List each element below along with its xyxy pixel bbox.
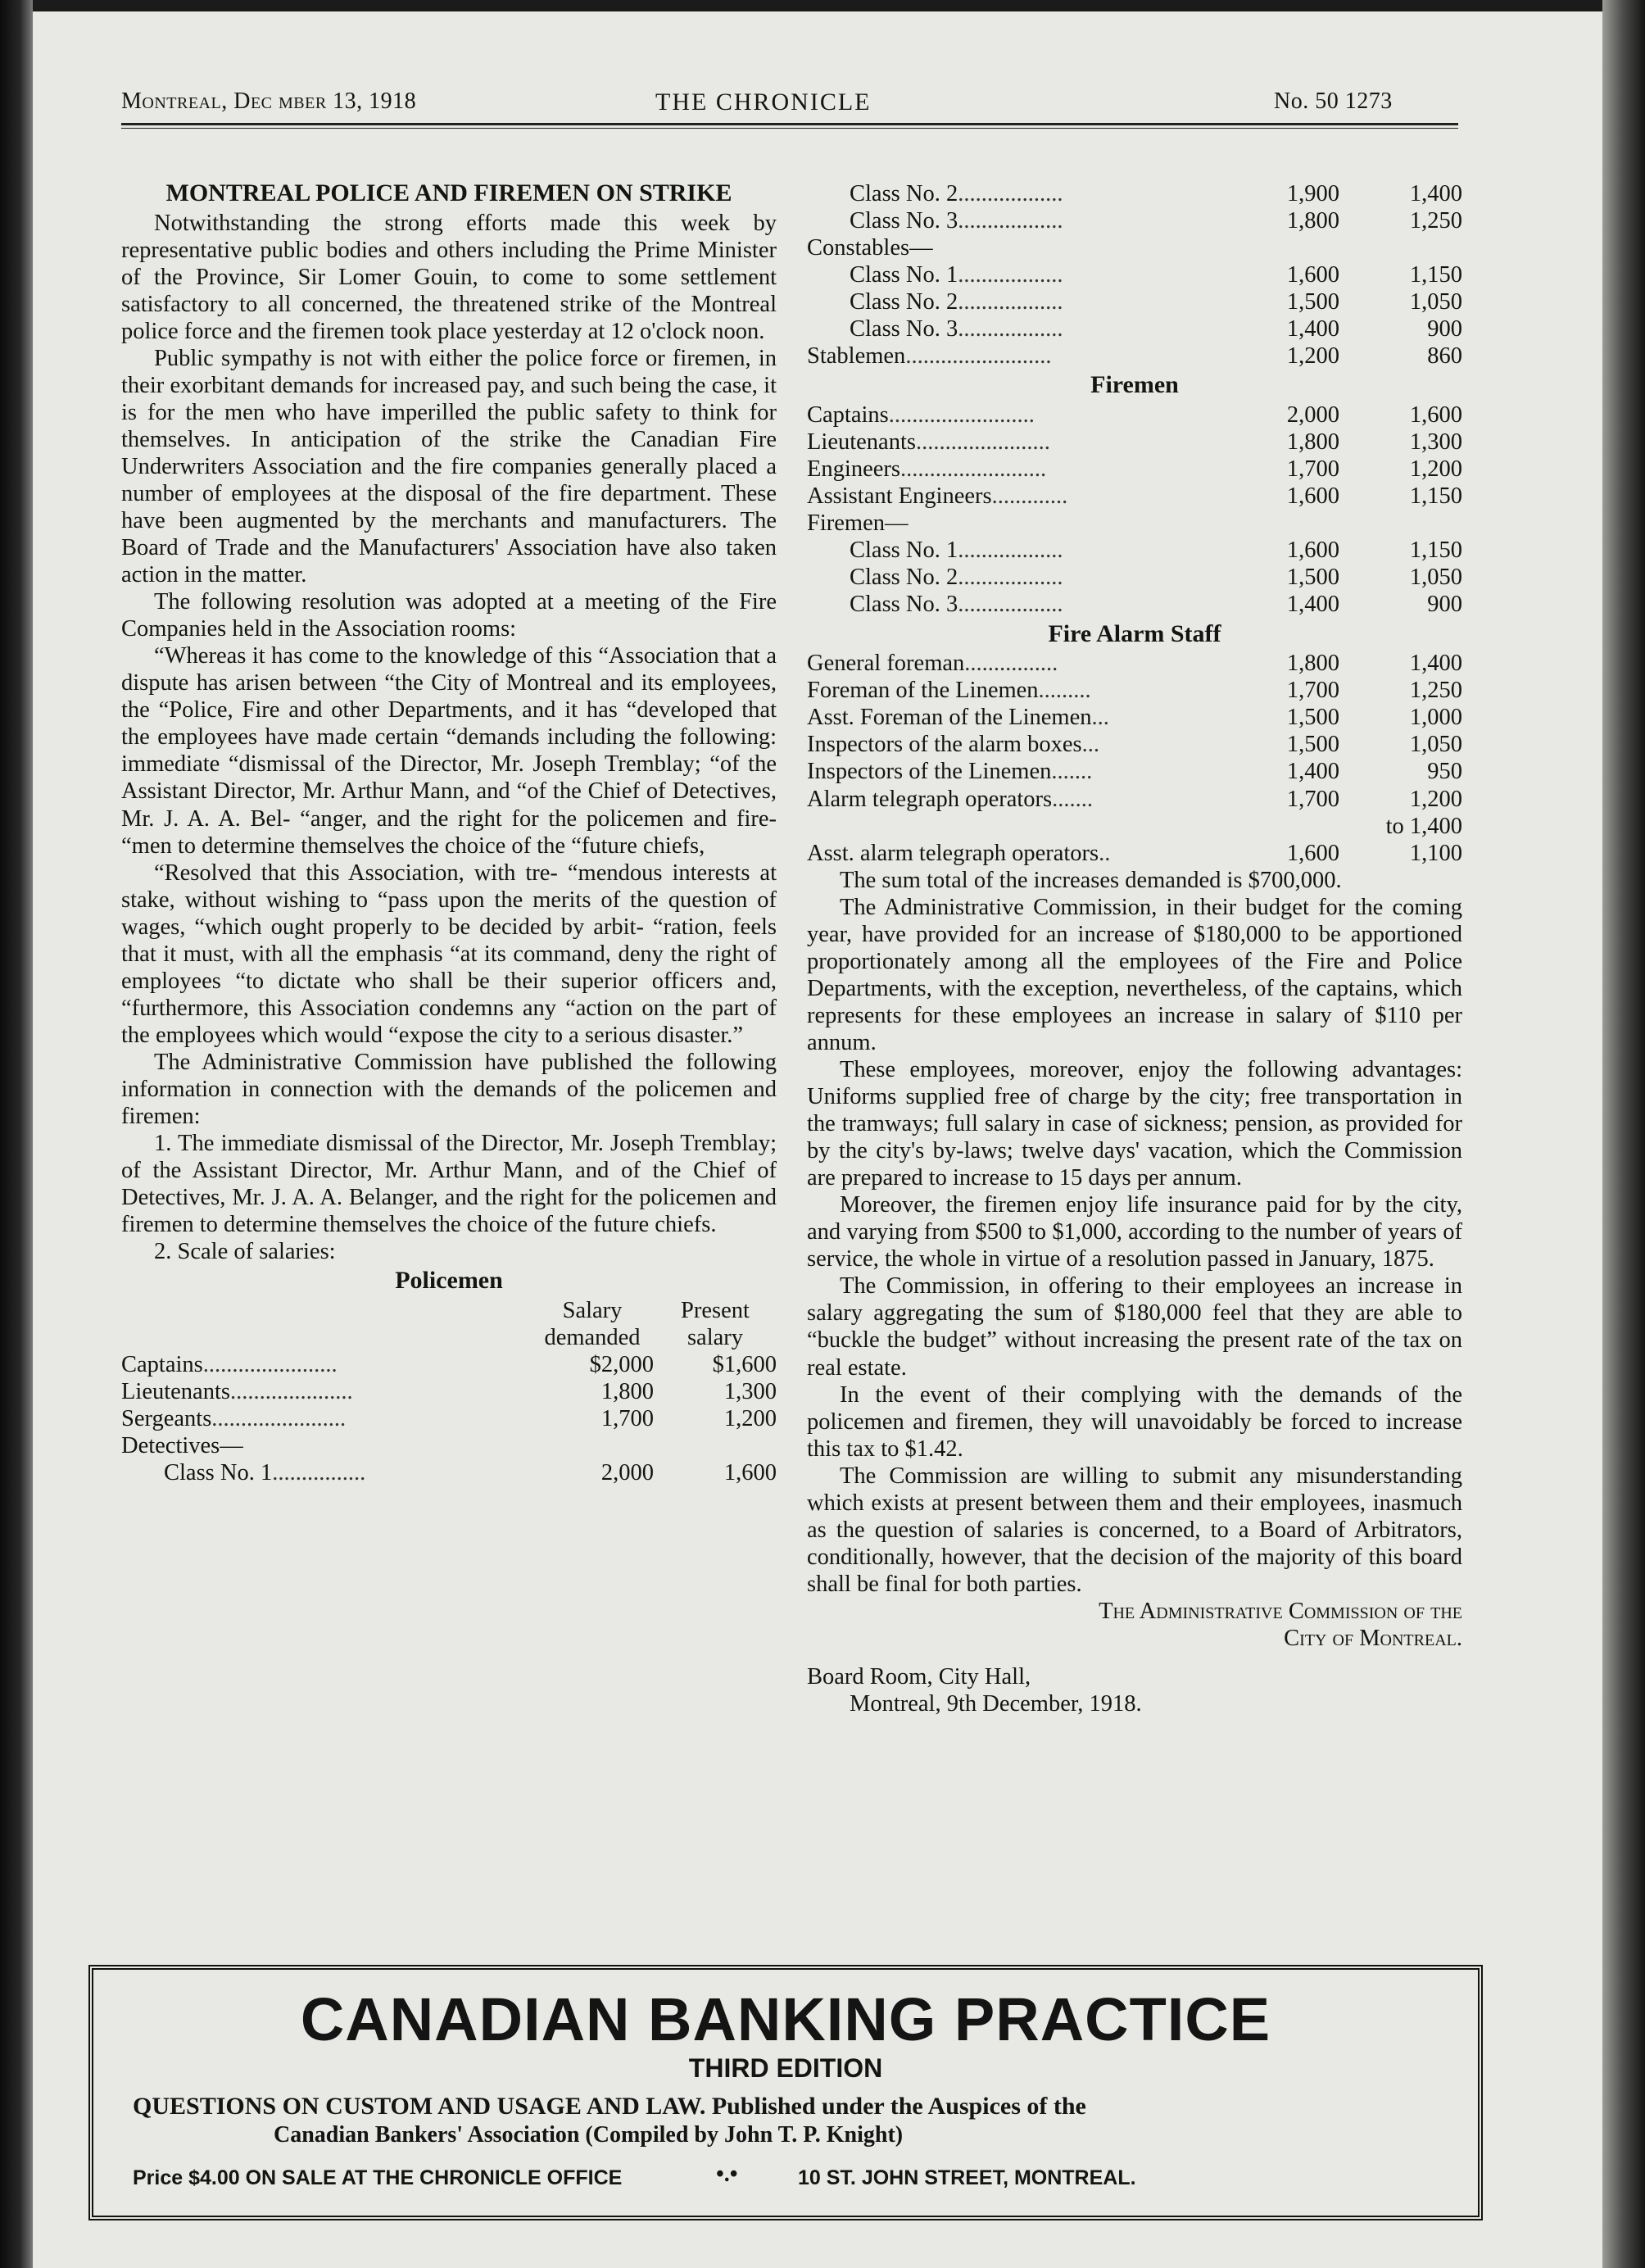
column-header-demanded: Salary demanded — [544, 1298, 641, 1351]
table-row: Alarm telegraph operators....... 1,700 1,200 — [807, 786, 1462, 812]
scan-border-top — [0, 0, 1645, 11]
table-row: Stablemen......................... 1,200 860 — [807, 343, 1462, 370]
ad-ornament: •.• — [716, 2161, 738, 2187]
table-row: Constables— — [807, 235, 933, 261]
ad-title: CANADIAN BANKING PRACTICE — [300, 1985, 1271, 2053]
table-row: Lieutenants..................... 1,800 1,300 — [121, 1379, 777, 1405]
article-paragraph: The Administrative Commission have published the following information in connection with the demands of the policemen and firemen: — [121, 1049, 777, 1130]
article-paragraph: The sum total of the increases demanded is $700,000. — [840, 867, 1342, 893]
ad-price: Price $4.00 ON SALE AT THE CHRONICLE OFFICE — [133, 2166, 623, 2189]
table-row: Asst. Foreman of the Linemen... 1,500 1,000 — [807, 705, 1462, 731]
table-row: Captains......................... 2,000 1,600 — [807, 402, 1462, 429]
advertisement-box — [88, 1965, 1483, 2220]
table-row: General foreman................ 1,800 1,400 — [807, 651, 1462, 677]
table-row: Inspectors of the alarm boxes... 1,500 1,050 — [807, 732, 1462, 758]
firemen-heading: Firemen — [1090, 371, 1179, 399]
table-row: Engineers......................... 1,700 1,200 — [807, 456, 1462, 483]
policemen-heading: Policemen — [395, 1267, 503, 1295]
table-row: Class No. 1................ 2,000 1,600 — [164, 1460, 777, 1486]
ad-address: 10 ST. JOHN STREET, MONTREAL. — [798, 2166, 1136, 2189]
header-rule-bottom — [121, 128, 1458, 129]
header-publication: THE CHRONICLE — [655, 88, 872, 116]
table-row: Class No. 3.................. 1,800 1,250 — [850, 208, 1462, 234]
table-row: Class No. 2.................. 1,500 1,050 — [850, 289, 1462, 315]
article-paragraph: These employees, moreover, enjoy the following advantages: Uniforms supplied free of charge by the city; free transportation in the tramways; full salary in case of sickness; pension, as provided for by the city's by-laws; twelve days' vacation, which the Commission are prepared to increase to 15 days per annum. — [807, 1057, 1462, 1191]
table-row: Firemen— — [807, 510, 909, 537]
scan-border-right — [1602, 0, 1645, 2268]
table-row: Lieutenants....................... 1,800 1,300 — [807, 429, 1462, 456]
table-header-row — [121, 1297, 777, 1351]
resolution-resolved: “Resolved that this Association, with tre- “mendous interests at stake, without wishing to “pass upon the merits of the question of wages, “which ought properly to be decided by arbit- “ration, feels that it must, with all the emphasis “at its command, deny the right of employees “to dictate who shall be their superior officers and, “furthermore, this Association condemns any “action on the part of the employees which would “expose the city to a serious disaster.” — [121, 860, 777, 1048]
article-paragraph: The Commission, in offering to their employees an increase in salary aggregating the sum of $180,000 feel that they are able to “buckle the budget” without increasing the present rate of the tax on real estate. — [807, 1273, 1462, 1381]
article-paragraph: In the event of their complying with the demands of the policemen and firemen, they will unavoidably be forced to increase this tax to $1.42. — [807, 1381, 1462, 1462]
article-paragraph: The following resolution was adopted at a meeting of the Fire Companies held in the Association rooms: — [121, 589, 777, 642]
table-row: Foreman of the Linemen......... 1,700 1,250 — [807, 678, 1462, 704]
firemen-salary-table — [807, 401, 1462, 618]
table-row: to 1,400 — [1385, 813, 1462, 839]
ad-description: QUESTIONS ON CUSTOM AND USAGE AND LAW. Published under the Auspices of the — [133, 2093, 1086, 2120]
policemen-salary-table-continued — [807, 180, 1462, 370]
table-row: Captains....................... $2,000 $1,600 — [121, 1352, 777, 1378]
article-paragraph: The Administrative Commission, in their budget for the coming year, have provided for an increase of $180,000 to be apportioned proportionately among all the employees of the Fire and Police Departments, with the exception, nevertheless, of the captains, which represents for these employees an increase in salary of $110 per annum. — [807, 894, 1462, 1055]
policemen-salary-table — [121, 1297, 777, 1486]
signature-line-1: The Administrative Commission of the — [1099, 1598, 1462, 1624]
article-paragraph: Public sympathy is not with either the police force or firemen, in their exorbitant demands for increased pay, and such being the case, it is for the men who have imperilled the public safety to think for themselves. In anticipation of the strike the Canadian Fire Underwriters Association and the fire companies generally placed a number of employees at the disposal of the fire department. These have been augmented by the merchants and manufacturers. The Board of Trade and the Manufacturers' Association have also taken action in the matter. — [121, 345, 777, 588]
article-paragraph: The Commission are willing to submit any misunderstanding which exists at present between them and their employees, inasmuch as the question of salaries is concerned, to a Board of Arbitrators, conditionally, however, that the decision of the majority of this board shall be final for both parties. — [807, 1463, 1462, 1597]
ad-publisher: Canadian Bankers' Association (Compiled by John T. P. Knight) — [274, 2122, 904, 2148]
demand-item-2: 2. Scale of salaries: — [154, 1239, 336, 1265]
table-row: Asst. alarm telegraph operators.. 1,600 1,100 — [807, 840, 1462, 866]
article-paragraph: Notwithstanding the strong efforts made this week by representative public bodies and others including the Prime Minister of the Province, Sir Lomer Gouin, to come to some settlement satisfactory to all concerned, the threatened strike of the Montreal police force and the firemen took place yesterday at 12 o'clock noon. — [121, 210, 777, 344]
resolution-whereas: “Whereas it has come to the knowledge of this “Association that a dispute has arisen between “the City of Montreal and its employees, the “Police, Fire and other Departments, and it has “developed that the employees have made certain “demands including the following: immediate “dismissal of the Director, Mr. Joseph Tremblay; “of the Assistant Director, Mr. Arthur Mann, and “of the Chief of Detectives, Mr. J. A. A. Bel- “anger, and the right for the policemen and fire- “men to determine themselves the choice of the “future chiefs, — [121, 643, 777, 859]
demand-item-1: 1. The immediate dismissal of the Director, Mr. Joseph Tremblay; of the Assistant Director, Mr. Arthur Mann, and of the Chief of Detectives, Mr. J. A. A. Belanger, and the right for the policemen and firemen to determine themselves the choice of the future chiefs. — [121, 1131, 777, 1238]
table-row: Class No. 2.................. 1,500 1,050 — [850, 565, 1462, 591]
ad-edition: THIRD EDITION — [688, 2053, 883, 2083]
fire-alarm-salary-table — [807, 650, 1462, 866]
header-rule-top — [121, 123, 1458, 125]
dateline-date: Montreal, 9th December, 1918. — [850, 1691, 1142, 1717]
table-row: Sergeants....................... 1,700 1,200 — [121, 1406, 777, 1432]
table-row: Class No. 2.................. 1,900 1,400 — [850, 181, 1462, 206]
scan-border-left — [0, 0, 33, 2268]
table-row: Class No. 3.................. 1,400 900 — [850, 316, 1462, 342]
article-title: MONTREAL POLICE AND FIREMEN ON STRIKE — [165, 179, 732, 206]
table-row: Class No. 1.................. 1,600 1,150 — [850, 538, 1462, 564]
table-row: Inspectors of the Linemen....... 1,400 950 — [807, 759, 1462, 785]
table-row: Class No. 3.................. 1,400 900 — [850, 592, 1462, 618]
right-column — [807, 180, 1462, 1717]
left-column — [121, 180, 777, 1486]
table-row: Assistant Engineers............. 1,600 1,150 — [807, 483, 1462, 510]
header-dateline: Montreal, Dec mber 13, 1918 — [121, 88, 417, 114]
fire-alarm-heading: Fire Alarm Staff — [1048, 619, 1221, 647]
article-paragraph: Moreover, the firemen enjoy life insurance paid for by the city, and varying from $500 to $1,000, according to the number of years of service, the whole in virtue of a resolution passed in January, 1875. — [807, 1192, 1462, 1272]
header-page-number: No. 50 1273 — [1274, 88, 1393, 114]
dateline-place: Board Room, City Hall, — [807, 1664, 1031, 1690]
signature-line-2: City of Montreal. — [1284, 1625, 1462, 1651]
column-header-present: Present salary — [681, 1298, 750, 1351]
table-row: Detectives— — [121, 1433, 243, 1459]
table-row: Class No. 1.................. 1,600 1,150 — [850, 262, 1462, 288]
